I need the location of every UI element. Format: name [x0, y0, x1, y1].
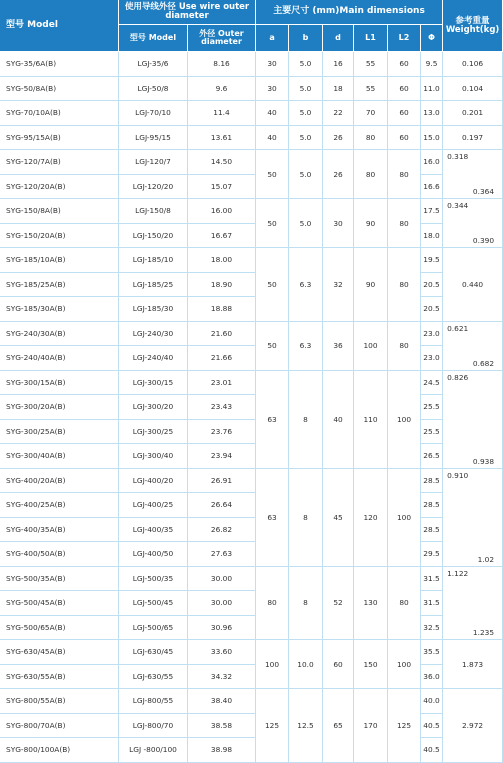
phi-cell: 15.0	[421, 126, 443, 151]
wire-model-cell: LGJ-500/35	[119, 567, 188, 592]
model-cell: SYG-120/20A(B)	[0, 175, 119, 200]
wire-model-header: 型号 Model	[119, 25, 188, 52]
phi-cell: 28.5	[421, 493, 443, 518]
model-cell: SYG-400/25A(B)	[0, 493, 119, 518]
table-row	[0, 518, 503, 543]
wire-model-cell: LGJ-400/50	[119, 542, 188, 567]
dim-d-cell: 40	[323, 371, 354, 469]
dim-d-cell: 32	[323, 248, 354, 322]
phi-cell: 40.5	[421, 738, 443, 763]
dim-a-cell: 63	[256, 371, 289, 469]
dim-l2-cell: 100	[388, 640, 421, 689]
dim-a-cell: 125	[256, 689, 289, 763]
dim-d-cell: 60	[323, 640, 354, 689]
phi-cell: 36.0	[421, 665, 443, 690]
weight-b-value: 1.235	[472, 628, 495, 637]
model-cell: SYG-500/45A(B)	[0, 591, 119, 616]
model-cell: SYG-120/7A(B)	[0, 150, 119, 175]
wire-model-cell: LGJ-185/25	[119, 273, 188, 298]
dim-l2-cell: 80	[388, 322, 421, 371]
model-cell: SYG-630/45A(B)	[0, 640, 119, 665]
wire-model-cell: LGJ-150/20	[119, 224, 188, 249]
dim-a-cell: 50	[256, 248, 289, 322]
dim-b-cell: 8	[289, 567, 323, 641]
table-row	[0, 567, 503, 592]
dim-l1-cell: 80	[354, 150, 388, 199]
phi-cell: 23.0	[421, 322, 443, 347]
model-cell: SYG-50/8A(B)	[0, 77, 119, 102]
phi-cell: 28.5	[421, 469, 443, 494]
dim-b-cell: 8	[289, 371, 323, 469]
outer-diameter-cell: 30.00	[188, 567, 256, 592]
outer-diameter-cell: 9.6	[188, 77, 256, 102]
dim-phi-header: Φ	[421, 25, 443, 52]
outer-diameter-cell: 27.63	[188, 542, 256, 567]
model-cell: SYG-500/35A(B)	[0, 567, 119, 592]
table-row	[0, 469, 503, 494]
table-row	[0, 714, 503, 739]
weight-cell	[443, 567, 503, 641]
dim-a-cell: 63	[256, 469, 289, 567]
outer-diameter-cell: 33.60	[188, 640, 256, 665]
model-cell: SYG-630/55A(B)	[0, 665, 119, 690]
model-cell: SYG-400/35A(B)	[0, 518, 119, 543]
phi-cell: 23.0	[421, 346, 443, 371]
model-cell: SYG-400/20A(B)	[0, 469, 119, 494]
wire-model-cell: LGJ-50/8	[119, 77, 188, 102]
table-row	[0, 371, 503, 396]
phi-cell: 17.5	[421, 199, 443, 224]
wire-model-cell: LGJ-185/30	[119, 297, 188, 322]
model-cell: SYG-300/15A(B)	[0, 371, 119, 396]
model-cell: SYG-150/20A(B)	[0, 224, 119, 249]
dim-a-cell: 30	[256, 77, 289, 102]
dim-l2-cell: 60	[388, 101, 421, 126]
dim-b-cell: 5.0	[289, 199, 323, 248]
dim-d-header: d	[323, 25, 354, 52]
model-cell: SYG-800/100A(B)	[0, 738, 119, 763]
table-row	[0, 738, 503, 763]
outer-diameter-cell: 26.91	[188, 469, 256, 494]
dim-l1-cell: 90	[354, 248, 388, 322]
model-cell: SYG-150/8A(B)	[0, 199, 119, 224]
outer-diameter-cell: 18.88	[188, 297, 256, 322]
table-row	[0, 150, 503, 175]
weight-cell: 2.972	[443, 689, 503, 763]
weight-cell: 0.440	[443, 248, 503, 322]
model-cell: SYG-240/30A(B)	[0, 322, 119, 347]
wire-model-cell: LGJ-500/65	[119, 616, 188, 641]
weight-b-value: 0.682	[472, 358, 495, 368]
table-row	[0, 542, 503, 567]
model-cell: SYG-400/50A(B)	[0, 542, 119, 567]
dim-l1-cell: 55	[354, 52, 388, 77]
weight-a-value: 0.826	[447, 372, 469, 382]
dim-l2-cell: 80	[388, 199, 421, 248]
wire-group-header: 使用导线外径 Use wire outer diameter	[119, 0, 256, 25]
model-cell: SYG-35/6A(B)	[0, 52, 119, 77]
phi-cell: 26.5	[421, 444, 443, 469]
wire-model-cell: LGJ-800/55	[119, 689, 188, 714]
weight-header: 参考重量 Weight(kg)	[443, 0, 503, 52]
dim-l1-cell: 150	[354, 640, 388, 689]
phi-cell: 11.0	[421, 77, 443, 102]
dim-b-cell: 6.3	[289, 322, 323, 371]
phi-cell: 35.5	[421, 640, 443, 665]
model-cell: SYG-185/30A(B)	[0, 297, 119, 322]
table-row	[0, 199, 503, 224]
phi-cell: 40.0	[421, 689, 443, 714]
weight-cell: 0.104	[443, 77, 503, 102]
model-cell: SYG-240/40A(B)	[0, 346, 119, 371]
outer-diameter-cell: 15.07	[188, 175, 256, 200]
outer-diameter-cell: 23.94	[188, 444, 256, 469]
dim-b-cell: 5.0	[289, 52, 323, 77]
table-row	[0, 420, 503, 445]
wire-model-cell: LGJ-150/8	[119, 199, 188, 224]
wire-model-cell: LGJ-120/7	[119, 150, 188, 175]
table-row	[0, 689, 503, 714]
weight-cell	[443, 322, 503, 371]
wire-model-cell: LGJ -800/100	[119, 738, 188, 763]
table-row	[0, 322, 503, 347]
wire-model-cell: LGJ-300/40	[119, 444, 188, 469]
dim-l1-header: L1	[354, 25, 388, 52]
wire-model-cell: LGJ-240/40	[119, 346, 188, 371]
dim-l1-cell: 55	[354, 77, 388, 102]
dim-d-cell: 26	[323, 126, 354, 151]
table-row	[0, 52, 503, 77]
wire-model-cell: LGJ-300/15	[119, 371, 188, 396]
dim-d-cell: 18	[323, 77, 354, 102]
table-row	[0, 493, 503, 518]
model-cell: SYG-800/70A(B)	[0, 714, 119, 739]
dim-a-cell: 100	[256, 640, 289, 689]
phi-cell: 24.5	[421, 371, 443, 396]
model-cell: SYG-500/65A(B)	[0, 616, 119, 641]
table-row	[0, 101, 503, 126]
phi-cell: 20.5	[421, 297, 443, 322]
outer-diameter-cell: 30.00	[188, 591, 256, 616]
table-row	[0, 591, 503, 616]
outer-diameter-header: 外径 Outer diameter	[188, 25, 256, 52]
table-row	[0, 175, 503, 200]
dim-a-header: a	[256, 25, 289, 52]
phi-cell: 31.5	[421, 567, 443, 592]
model-cell: SYG-185/25A(B)	[0, 273, 119, 298]
dim-b-cell: 5.0	[289, 126, 323, 151]
dim-a-cell: 50	[256, 150, 289, 199]
table-row	[0, 273, 503, 298]
dim-a-cell: 40	[256, 101, 289, 126]
dim-l2-cell: 60	[388, 77, 421, 102]
outer-diameter-cell: 30.96	[188, 616, 256, 641]
table-row	[0, 616, 503, 641]
weight-cell: 0.201	[443, 101, 503, 126]
dim-b-cell: 12.5	[289, 689, 323, 763]
model-cell: SYG-800/55A(B)	[0, 689, 119, 714]
weight-a-value: 0.318	[447, 152, 469, 161]
weight-a-value: 1.122	[447, 568, 469, 578]
weight-a-value: 0.621	[447, 323, 469, 333]
model-cell: SYG-95/15A(B)	[0, 126, 119, 151]
weight-cell: 0.197	[443, 126, 503, 151]
phi-cell: 18.0	[421, 224, 443, 249]
phi-cell: 32.5	[421, 616, 443, 641]
dim-l1-cell: 170	[354, 689, 388, 763]
dim-l1-cell: 80	[354, 126, 388, 151]
weight-a-value: 0.910	[447, 470, 469, 480]
weight-cell: 1.873	[443, 640, 503, 689]
dim-l1-cell: 100	[354, 322, 388, 371]
wire-model-cell: LGJ-630/55	[119, 665, 188, 690]
wire-model-cell: LGJ-400/35	[119, 518, 188, 543]
wire-model-cell: LGJ-300/25	[119, 420, 188, 445]
phi-cell: 40.5	[421, 714, 443, 739]
wire-model-cell: LGJ-35/6	[119, 52, 188, 77]
outer-diameter-cell: 34.32	[188, 665, 256, 690]
outer-diameter-cell: 23.76	[188, 420, 256, 445]
table-row	[0, 640, 503, 665]
dim-l1-cell: 110	[354, 371, 388, 469]
outer-diameter-cell: 21.60	[188, 322, 256, 347]
phi-cell: 16.0	[421, 150, 443, 175]
weight-b-value: 0.938	[472, 456, 495, 466]
table-row	[0, 248, 503, 273]
outer-diameter-cell: 18.00	[188, 248, 256, 273]
outer-diameter-cell: 38.98	[188, 738, 256, 763]
wire-model-cell: LGJ-400/20	[119, 469, 188, 494]
outer-diameter-cell: 13.61	[188, 126, 256, 151]
dim-l2-cell: 60	[388, 52, 421, 77]
dim-b-header: b	[289, 25, 323, 52]
dim-l2-cell: 100	[388, 371, 421, 469]
outer-diameter-cell: 23.01	[188, 371, 256, 396]
dim-d-cell: 26	[323, 150, 354, 199]
phi-cell: 31.5	[421, 591, 443, 616]
model-cell: SYG-70/10A(B)	[0, 101, 119, 126]
outer-diameter-cell: 11.4	[188, 101, 256, 126]
weight-cell	[443, 371, 503, 469]
weight-b-value: 1.02	[477, 554, 495, 564]
outer-diameter-cell: 21.66	[188, 346, 256, 371]
wire-model-cell: LGJ-70/10	[119, 101, 188, 126]
outer-diameter-cell: 38.40	[188, 689, 256, 714]
wire-model-cell: LGJ-800/70	[119, 714, 188, 739]
phi-cell: 16.6	[421, 175, 443, 200]
wire-model-cell: LGJ-95/15	[119, 126, 188, 151]
dim-d-cell: 45	[323, 469, 354, 567]
table-row	[0, 346, 503, 371]
dim-b-cell: 10.0	[289, 640, 323, 689]
dim-a-cell: 30	[256, 52, 289, 77]
model-cell: SYG-300/25A(B)	[0, 420, 119, 445]
outer-diameter-cell: 38.58	[188, 714, 256, 739]
dim-d-cell: 22	[323, 101, 354, 126]
weight-cell	[443, 469, 503, 567]
table-row	[0, 77, 503, 102]
dim-d-cell: 30	[323, 199, 354, 248]
weight-a-value: 0.344	[447, 201, 469, 210]
outer-diameter-cell: 26.64	[188, 493, 256, 518]
dim-l2-cell: 80	[388, 567, 421, 641]
weight-cell: 0.106	[443, 52, 503, 77]
dim-b-cell: 5.0	[289, 77, 323, 102]
outer-diameter-cell: 16.67	[188, 224, 256, 249]
table-row	[0, 297, 503, 322]
phi-cell: 29.5	[421, 542, 443, 567]
dim-l1-cell: 130	[354, 567, 388, 641]
dim-l1-cell: 70	[354, 101, 388, 126]
wire-model-cell: LGJ-240/30	[119, 322, 188, 347]
dimensions-group-header: 主要尺寸 (mm)Main dimensions	[256, 0, 443, 25]
phi-cell: 25.5	[421, 395, 443, 420]
table-row	[0, 126, 503, 151]
dim-l2-header: L2	[388, 25, 421, 52]
dim-l1-cell: 90	[354, 199, 388, 248]
dim-a-cell: 50	[256, 322, 289, 371]
wire-model-cell: LGJ-120/20	[119, 175, 188, 200]
table-row	[0, 665, 503, 690]
dim-l1-cell: 120	[354, 469, 388, 567]
dim-d-cell: 52	[323, 567, 354, 641]
outer-diameter-cell: 14.50	[188, 150, 256, 175]
weight-cell	[443, 199, 503, 248]
weight-b-value: 0.364	[472, 187, 495, 196]
phi-cell: 19.5	[421, 248, 443, 273]
wire-model-cell: LGJ-300/20	[119, 395, 188, 420]
model-header: 型号 Model	[0, 0, 119, 52]
outer-diameter-cell: 26.82	[188, 518, 256, 543]
wire-model-cell: LGJ-185/10	[119, 248, 188, 273]
dim-a-cell: 80	[256, 567, 289, 641]
dim-b-cell: 5.0	[289, 101, 323, 126]
outer-diameter-cell: 23.43	[188, 395, 256, 420]
phi-cell: 13.0	[421, 101, 443, 126]
dim-a-cell: 50	[256, 199, 289, 248]
dim-d-cell: 16	[323, 52, 354, 77]
dim-d-cell: 65	[323, 689, 354, 763]
phi-cell: 9.5	[421, 52, 443, 77]
phi-cell: 28.5	[421, 518, 443, 543]
wire-model-cell: LGJ-630/45	[119, 640, 188, 665]
spec-table-body	[0, 52, 503, 763]
model-cell: SYG-300/20A(B)	[0, 395, 119, 420]
table-row	[0, 444, 503, 469]
dim-l2-cell: 80	[388, 248, 421, 322]
wire-model-cell: LGJ-400/25	[119, 493, 188, 518]
phi-cell: 20.5	[421, 273, 443, 298]
dim-b-cell: 8	[289, 469, 323, 567]
dim-l2-cell: 100	[388, 469, 421, 567]
dim-l2-cell: 60	[388, 126, 421, 151]
table-row	[0, 395, 503, 420]
weight-cell	[443, 150, 503, 199]
table-row	[0, 224, 503, 249]
phi-cell: 25.5	[421, 420, 443, 445]
dim-l2-cell: 80	[388, 150, 421, 199]
model-cell: SYG-300/40A(B)	[0, 444, 119, 469]
dim-a-cell: 40	[256, 126, 289, 151]
outer-diameter-cell: 18.90	[188, 273, 256, 298]
dim-b-cell: 5.0	[289, 150, 323, 199]
outer-diameter-cell: 8.16	[188, 52, 256, 77]
weight-b-value: 0.390	[472, 236, 495, 245]
dim-d-cell: 36	[323, 322, 354, 371]
dim-l2-cell: 125	[388, 689, 421, 763]
dim-b-cell: 6.3	[289, 248, 323, 322]
outer-diameter-cell: 16.00	[188, 199, 256, 224]
model-cell: SYG-185/10A(B)	[0, 248, 119, 273]
wire-model-cell: LGJ-500/45	[119, 591, 188, 616]
